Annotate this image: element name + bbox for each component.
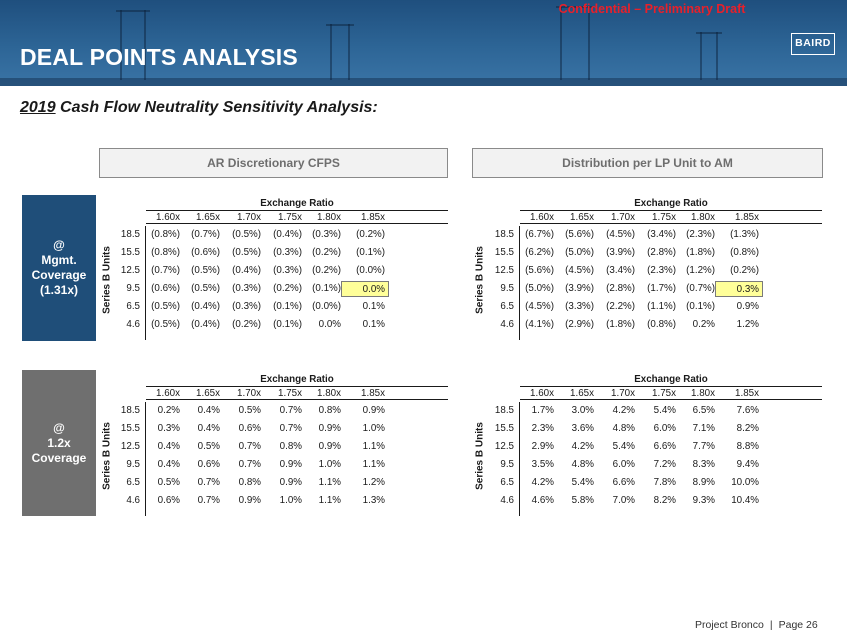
- table-cell: (1.1%): [647, 301, 676, 312]
- table-cell: (2.9%): [565, 319, 594, 330]
- panel-1.2x-distribution: [486, 373, 822, 519]
- table-cell: (5.6%): [525, 265, 554, 276]
- units-label-1: 15.5: [494, 423, 514, 434]
- table-cell: 7.1%: [692, 423, 715, 434]
- exchange-ratio-label: Exchange Ratio: [260, 374, 334, 385]
- table-cell: 5.4%: [571, 477, 594, 488]
- footer: [695, 619, 818, 631]
- table-cell: 0.9%: [362, 405, 385, 416]
- table-cell: (0.4%): [232, 265, 261, 276]
- table-cell: (5.0%): [525, 283, 554, 294]
- ratio-header-1: 1.65x: [570, 388, 594, 399]
- page-title: DEAL POINTS ANALYSIS: [20, 44, 298, 70]
- table-cell: 9.4%: [736, 459, 759, 470]
- units-label-3: 9.5: [126, 459, 140, 470]
- table-cell: 0.9%: [318, 423, 341, 434]
- units-label-2: 12.5: [494, 265, 514, 276]
- panel-mgmt-cfps: [112, 197, 448, 343]
- table-cell: (6.2%): [525, 247, 554, 258]
- table-cell: (0.5%): [191, 265, 220, 276]
- table-cell: 5.8%: [571, 495, 594, 506]
- subtitle-year: 2019: [20, 99, 56, 116]
- table-cell: 0.2%: [157, 405, 180, 416]
- exchange-ratio-label: Exchange Ratio: [634, 374, 708, 385]
- table-cell: 1.0%: [279, 495, 302, 506]
- ratio-header-row: [146, 210, 448, 224]
- row-label-line: @: [53, 420, 65, 435]
- ratio-header-4: 1.80x: [317, 212, 341, 223]
- ratio-header-3: 1.75x: [652, 388, 676, 399]
- table-cell: 0.9%: [736, 301, 759, 312]
- oil-rig-graphic: [560, 6, 590, 80]
- table-cell: 4.8%: [571, 459, 594, 470]
- table-cell: 4.2%: [571, 441, 594, 452]
- row-label-line: Coverage: [31, 268, 87, 282]
- footer-separator: |: [769, 619, 773, 631]
- table-cell: 0.8%: [279, 441, 302, 452]
- table-cell: (1.8%): [686, 247, 715, 258]
- table-cell: (2.8%): [606, 283, 635, 294]
- table-cell: 0.7%: [238, 459, 261, 470]
- ratio-header-3: 1.75x: [278, 388, 302, 399]
- exchange-ratio-label: Exchange Ratio: [634, 198, 708, 209]
- table-cell: 6.5%: [692, 405, 715, 416]
- table-cell: (0.3%): [232, 283, 261, 294]
- table-cell: (0.2%): [356, 229, 385, 240]
- column-header-distribution: Distribution per LP Unit to AM: [472, 148, 823, 178]
- project-name: Project Bronco: [695, 619, 764, 631]
- table-cell: 7.0%: [612, 495, 635, 506]
- table-cell: 0.9%: [279, 477, 302, 488]
- row-label-line: 1.2x: [47, 435, 71, 450]
- exchange-ratio-label: Exchange Ratio: [260, 198, 334, 209]
- table-cell: (0.1%): [273, 301, 302, 312]
- row-label-line: (1.31x): [39, 283, 78, 297]
- ratio-header-0: 1.60x: [156, 212, 180, 223]
- units-label-5: 4.6: [126, 495, 140, 506]
- table-cell: 0.7%: [279, 423, 302, 434]
- table-cell: (1.3%): [730, 229, 759, 240]
- table-cell: (0.4%): [191, 319, 220, 330]
- table-cell: (0.5%): [151, 319, 180, 330]
- units-label-2: 12.5: [120, 441, 140, 452]
- panel-mgmt-distribution: [486, 197, 822, 343]
- table-cell: (3.4%): [606, 265, 635, 276]
- table-cell: (0.3%): [273, 265, 302, 276]
- table-cell: 7.2%: [653, 459, 676, 470]
- row-label-line: Coverage: [31, 450, 87, 465]
- table-cell: 4.6%: [531, 495, 554, 506]
- table-cell: 10.0%: [731, 477, 759, 488]
- ratio-header-0: 1.60x: [530, 212, 554, 223]
- table-cell: (0.5%): [151, 301, 180, 312]
- header-ground: [0, 78, 847, 86]
- panel-1.2x-cfps: [112, 373, 448, 519]
- table-cell: (0.4%): [191, 301, 220, 312]
- table-cell: (0.5%): [232, 229, 261, 240]
- ratio-header-5: 1.85x: [735, 388, 759, 399]
- baird-logo: BAIRD: [791, 33, 835, 55]
- units-label-1: 15.5: [120, 423, 140, 434]
- units-label-3: 9.5: [500, 283, 514, 294]
- table-cell: 1.2%: [736, 319, 759, 330]
- table-cell: (0.1%): [356, 247, 385, 258]
- table-cell: 8.2%: [736, 423, 759, 434]
- oil-rig-graphic: [330, 24, 350, 80]
- ratio-header-5: 1.85x: [735, 212, 759, 223]
- table-cell: 5.4%: [612, 441, 635, 452]
- table-cell: (0.8%): [647, 319, 676, 330]
- table-cell: (0.4%): [273, 229, 302, 240]
- table-cell: 7.8%: [653, 477, 676, 488]
- table-cell: 0.4%: [197, 405, 220, 416]
- table-cell: 9.3%: [692, 495, 715, 506]
- table-cell: 3.5%: [531, 459, 554, 470]
- subtitle-text: Cash Flow Neutrality Sensitivity Analysis:: [55, 99, 378, 116]
- units-label-0: 18.5: [494, 405, 514, 416]
- table-cell: 3.0%: [571, 405, 594, 416]
- ratio-header-1: 1.65x: [570, 212, 594, 223]
- units-label-2: 12.5: [494, 441, 514, 452]
- row-label-mgmt-coverage: [22, 195, 96, 341]
- ratio-header-4: 1.80x: [691, 212, 715, 223]
- table-cell: 1.1%: [362, 459, 385, 470]
- table-cell: (0.0%): [312, 301, 341, 312]
- row-label-1.2x-coverage: [22, 370, 96, 516]
- ratio-header-2: 1.70x: [611, 212, 635, 223]
- table-cell: (0.6%): [191, 247, 220, 258]
- table-cell: 6.6%: [612, 477, 635, 488]
- table-cell: 1.0%: [318, 459, 341, 470]
- table-cell: 0.6%: [157, 495, 180, 506]
- table-cell: 2.3%: [531, 423, 554, 434]
- units-label-3: 9.5: [126, 283, 140, 294]
- table-cell: 0.4%: [157, 441, 180, 452]
- table-cell: 0.8%: [238, 477, 261, 488]
- ratio-header-5: 1.85x: [361, 388, 385, 399]
- table-cell: (3.4%): [647, 229, 676, 240]
- units-label-0: 18.5: [494, 229, 514, 240]
- table-cell: 0.7%: [279, 405, 302, 416]
- table-cell: 3.6%: [571, 423, 594, 434]
- table-cell: (0.5%): [232, 247, 261, 258]
- breakeven-cell: 0.0%: [341, 281, 389, 297]
- table-cell: 4.2%: [612, 405, 635, 416]
- table-cell: (1.7%): [647, 283, 676, 294]
- table-cell: (0.1%): [273, 319, 302, 330]
- table-cell: (0.8%): [151, 247, 180, 258]
- ratio-header-0: 1.60x: [156, 388, 180, 399]
- table-cell: (0.3%): [273, 247, 302, 258]
- table-cell: 1.0%: [362, 423, 385, 434]
- ratio-header-0: 1.60x: [530, 388, 554, 399]
- table-cell: (0.2%): [273, 283, 302, 294]
- units-label-5: 4.6: [500, 495, 514, 506]
- table-cell: 6.0%: [612, 459, 635, 470]
- table-cell: (2.3%): [647, 265, 676, 276]
- ratio-header-3: 1.75x: [278, 212, 302, 223]
- table-cell: (0.3%): [312, 229, 341, 240]
- units-label-4: 6.5: [500, 477, 514, 488]
- table-cell: (0.6%): [151, 283, 180, 294]
- ratio-header-1: 1.65x: [196, 388, 220, 399]
- units-label-4: 6.5: [126, 477, 140, 488]
- table-cell: 1.1%: [318, 495, 341, 506]
- table-cell: 7.7%: [692, 441, 715, 452]
- table-cell: 0.9%: [238, 495, 261, 506]
- table-cell: (0.7%): [686, 283, 715, 294]
- table-cell: (0.2%): [312, 265, 341, 276]
- table-cell: 1.1%: [362, 441, 385, 452]
- table-cell: 0.8%: [318, 405, 341, 416]
- table-cell: (4.1%): [525, 319, 554, 330]
- table-cell: 10.4%: [731, 495, 759, 506]
- table-cell: 0.4%: [157, 459, 180, 470]
- table-cell: 7.6%: [736, 405, 759, 416]
- ratio-header-row: [520, 386, 822, 400]
- table-cell: (0.2%): [312, 247, 341, 258]
- table-cell: (5.6%): [565, 229, 594, 240]
- table-cell: (0.8%): [730, 247, 759, 258]
- table-cell: (1.8%): [606, 319, 635, 330]
- series-b-units-label: Series B Units: [101, 422, 113, 490]
- table-cell: 8.8%: [736, 441, 759, 452]
- units-label-2: 12.5: [120, 265, 140, 276]
- table-cell: (0.3%): [232, 301, 261, 312]
- breakeven-cell: 0.3%: [715, 281, 763, 297]
- ratio-header-row: [520, 210, 822, 224]
- table-cell: (0.2%): [232, 319, 261, 330]
- ratio-header-5: 1.85x: [361, 212, 385, 223]
- table-cell: (0.7%): [151, 265, 180, 276]
- table-cell: 0.0%: [318, 319, 341, 330]
- ratio-header-4: 1.80x: [691, 388, 715, 399]
- table-cell: (2.2%): [606, 301, 635, 312]
- table-cell: (0.0%): [356, 265, 385, 276]
- table-cell: 0.3%: [157, 423, 180, 434]
- table-cell: 0.1%: [362, 319, 385, 330]
- table-cell: (0.1%): [686, 301, 715, 312]
- table-cell: (4.5%): [565, 265, 594, 276]
- table-cell: (0.5%): [191, 283, 220, 294]
- table-cell: (4.5%): [606, 229, 635, 240]
- ratio-header-4: 1.80x: [317, 388, 341, 399]
- row-label-line: @: [53, 238, 65, 252]
- table-cell: 0.5%: [238, 405, 261, 416]
- table-cell: 1.2%: [362, 477, 385, 488]
- table-cell: (0.8%): [151, 229, 180, 240]
- table-cell: 8.3%: [692, 459, 715, 470]
- table-cell: 0.5%: [157, 477, 180, 488]
- table-cell: (6.7%): [525, 229, 554, 240]
- table-cell: 0.7%: [197, 477, 220, 488]
- units-label-4: 6.5: [500, 301, 514, 312]
- table-cell: (0.1%): [312, 283, 341, 294]
- column-header-cfps: AR Discretionary CFPS: [99, 148, 448, 178]
- units-label-5: 4.6: [126, 319, 140, 330]
- table-cell: (0.7%): [191, 229, 220, 240]
- units-label-0: 18.5: [120, 405, 140, 416]
- confidential-label: Confidential – Preliminary Draft: [558, 2, 746, 16]
- table-cell: 2.9%: [531, 441, 554, 452]
- table-cell: 0.5%: [197, 441, 220, 452]
- ratio-header-3: 1.75x: [652, 212, 676, 223]
- ratio-header-row: [146, 386, 448, 400]
- units-label-4: 6.5: [126, 301, 140, 312]
- table-cell: 1.3%: [362, 495, 385, 506]
- subtitle: [20, 99, 378, 117]
- table-cell: 0.4%: [197, 423, 220, 434]
- table-cell: 1.7%: [531, 405, 554, 416]
- ratio-header-2: 1.70x: [237, 212, 261, 223]
- table-cell: (2.8%): [647, 247, 676, 258]
- table-cell: (0.2%): [730, 265, 759, 276]
- table-cell: 6.6%: [653, 441, 676, 452]
- series-b-units-label: Series B Units: [474, 422, 486, 490]
- units-label-3: 9.5: [500, 459, 514, 470]
- table-cell: (4.5%): [525, 301, 554, 312]
- ratio-header-2: 1.70x: [237, 388, 261, 399]
- series-b-units-label: Series B Units: [101, 246, 113, 314]
- table-cell: (1.2%): [686, 265, 715, 276]
- units-label-1: 15.5: [120, 247, 140, 258]
- page-number: Page 26: [778, 619, 818, 631]
- table-cell: 0.7%: [197, 495, 220, 506]
- table-cell: 0.6%: [197, 459, 220, 470]
- table-cell: 0.6%: [238, 423, 261, 434]
- table-cell: 4.2%: [531, 477, 554, 488]
- table-cell: 0.2%: [692, 319, 715, 330]
- oil-rig-graphic: [700, 32, 718, 80]
- table-cell: 8.9%: [692, 477, 715, 488]
- table-cell: 1.1%: [318, 477, 341, 488]
- table-cell: 4.8%: [612, 423, 635, 434]
- table-cell: (3.9%): [565, 283, 594, 294]
- table-cell: (5.0%): [565, 247, 594, 258]
- units-label-5: 4.6: [500, 319, 514, 330]
- ratio-header-2: 1.70x: [611, 388, 635, 399]
- table-cell: 6.0%: [653, 423, 676, 434]
- series-b-units-label: Series B Units: [474, 246, 486, 314]
- table-cell: 0.9%: [318, 441, 341, 452]
- table-cell: (2.3%): [686, 229, 715, 240]
- table-cell: 8.2%: [653, 495, 676, 506]
- table-cell: (3.9%): [606, 247, 635, 258]
- units-label-0: 18.5: [120, 229, 140, 240]
- table-cell: 0.1%: [362, 301, 385, 312]
- table-cell: 0.7%: [238, 441, 261, 452]
- table-cell: 5.4%: [653, 405, 676, 416]
- row-label-line: Mgmt.: [41, 253, 77, 267]
- table-cell: 0.9%: [279, 459, 302, 470]
- ratio-header-1: 1.65x: [196, 212, 220, 223]
- units-label-1: 15.5: [494, 247, 514, 258]
- table-cell: (3.3%): [565, 301, 594, 312]
